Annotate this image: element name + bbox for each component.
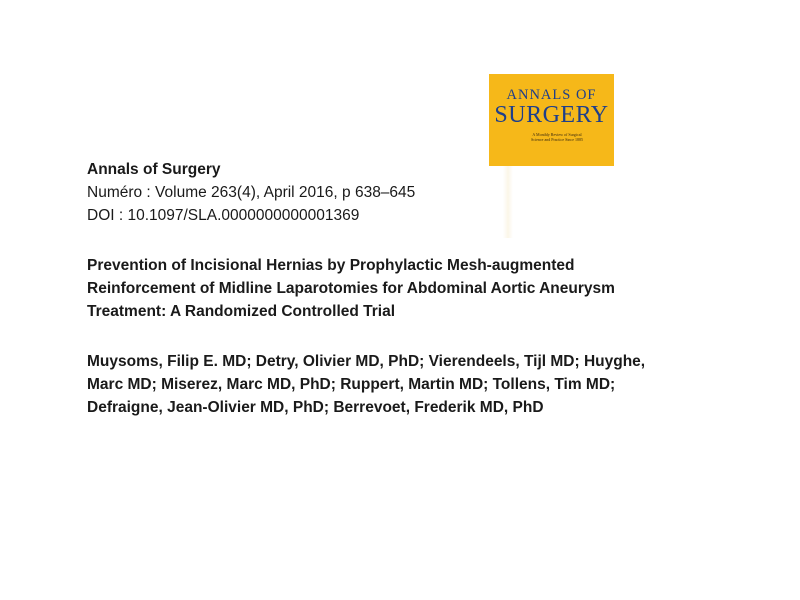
journal-doi: DOI : 10.1097/SLA.0000000000001369 (87, 207, 360, 224)
cover-title-line2: SURGERY (494, 102, 609, 128)
author-line: Defraigne, Jean-Olivier MD, PhD; Berrevoet, Frederik MD, PhD (87, 399, 544, 416)
cover-shadow (503, 166, 513, 238)
journal-cover-image (489, 74, 614, 166)
author-line: Muysoms, Filip E. MD; Detry, Olivier MD, PhD; Vierendeels, Tijl MD; Huyghe, (87, 353, 646, 370)
author-list (87, 350, 767, 419)
article-title-line: Treatment: A Randomized Controlled Trial (87, 303, 396, 320)
article-title-line: Reinforcement of Midline Laparotomies for Abdominal Aortic Aneurysm (87, 280, 615, 297)
cover-title-line1: ANNALS OF (506, 87, 597, 103)
author-line: Marc MD; Miserez, Marc MD, PhD; Ruppert, Martin MD; Tollens, Tim MD; (87, 376, 616, 393)
journal-info (87, 158, 415, 227)
article-title-line: Prevention of Incisional Hernias by Prophylactic Mesh-augmented (87, 257, 575, 274)
article-title (87, 254, 767, 323)
cover-subtitle: A Monthly Review of Surgical Science and Practice Since 1885 (531, 132, 583, 142)
journal-issue: Numéro : Volume 263(4), April 2016, p 638–645 (87, 184, 416, 201)
journal-name: Annals of Surgery (87, 161, 221, 178)
